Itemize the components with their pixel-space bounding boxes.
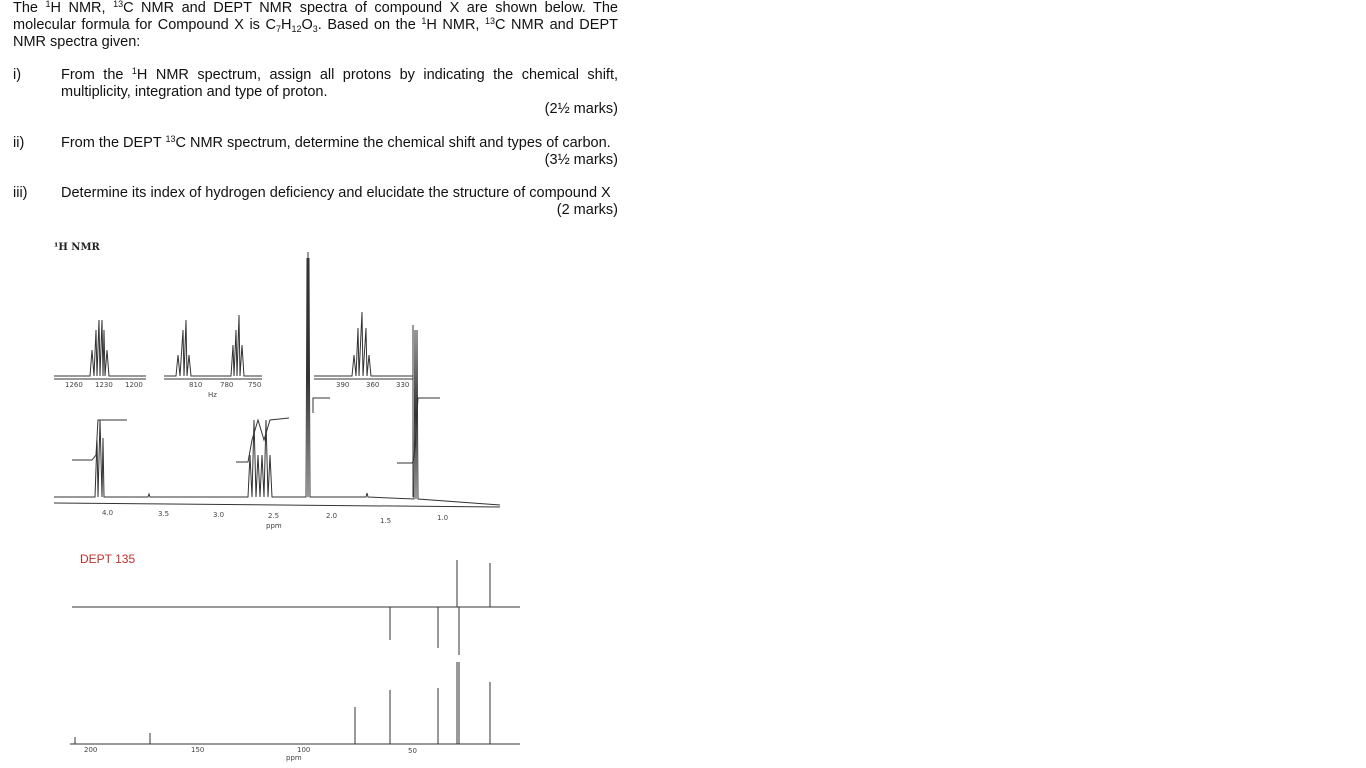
- question-text: From the DEPT $^{13}$C NMR spectrum, determine the chemical shift and types of carbon.: [61, 134, 611, 151]
- question-marks: (3½ marks): [544, 152, 618, 168]
- inset2-tick: 780: [220, 381, 234, 389]
- inset3-tick: 390: [336, 381, 350, 389]
- h-nmr-axis-tick: 2.0: [326, 512, 338, 520]
- question-text: Determine its index of hydrogen deficiency and elucidate the structure of compound X: [61, 185, 611, 201]
- h-nmr-axis-tick: 2.5: [268, 512, 280, 520]
- question-number: iii): [13, 185, 28, 201]
- h-nmr-trace: [54, 258, 500, 505]
- inset2-tick: 810: [189, 381, 203, 389]
- inset1-tick: 1260: [65, 381, 83, 389]
- h-nmr-title: ¹H NMR: [54, 242, 100, 253]
- h-nmr-spectrum: [54, 252, 500, 507]
- inset-multiplet-3: [314, 312, 413, 376]
- dept-spectrum: [72, 560, 520, 655]
- h-nmr-axis-tick: 4.0: [102, 509, 114, 517]
- question-marks: (2 marks): [556, 202, 618, 218]
- c13-axis-unit: ppm: [286, 754, 302, 762]
- integral-curve: [313, 398, 330, 413]
- question-marks: (2½ marks): [544, 101, 618, 117]
- h-nmr-axis-unit: ppm: [266, 522, 282, 530]
- c13-axis-tick: 100: [297, 746, 311, 754]
- c13-axis-tick: 150: [191, 746, 205, 754]
- question-text: From the $^1$H NMR spectrum, assign all protons by indicating the chemical shift, multiplicity, integration and type of proton.: [61, 66, 618, 100]
- dept-title: DEPT 135: [80, 552, 136, 566]
- inset-multiplet-2: [164, 315, 262, 376]
- c13-axis-tick: 200: [84, 746, 98, 754]
- h-nmr-axis-tick: 3.5: [158, 510, 170, 518]
- h-nmr-axis-tick: 3.0: [213, 511, 225, 519]
- c13-spectrum: [70, 662, 520, 744]
- inset1-tick: 1200: [125, 381, 143, 389]
- h-nmr-axis-tick: 1.0: [437, 514, 449, 522]
- question-number: ii): [13, 135, 25, 151]
- c13-axis-tick: 50: [408, 747, 417, 755]
- h-nmr-axis: [54, 503, 500, 507]
- question-number: i): [13, 67, 22, 83]
- inset2-unit: Hz: [208, 391, 217, 399]
- integral-curve: [397, 398, 440, 463]
- inset-multiplet-1: [54, 320, 146, 376]
- h-nmr-axis-tick: 1.5: [380, 517, 392, 525]
- inset1-tick: 1230: [95, 381, 113, 389]
- inset3-tick: 330: [396, 381, 410, 389]
- inset2-tick: 750: [248, 381, 262, 389]
- inset3-tick: 360: [366, 381, 380, 389]
- question-intro: The $^1$H NMR, $^{13}$C NMR and DEPT NMR spectra of compound X are shown below. The molecular formula for Compound X is $C_7H_{12}O_3$. Based on the $^1$H NMR, $^{13}$C NMR and DEPT NMR spectra given:: [13, 0, 618, 50]
